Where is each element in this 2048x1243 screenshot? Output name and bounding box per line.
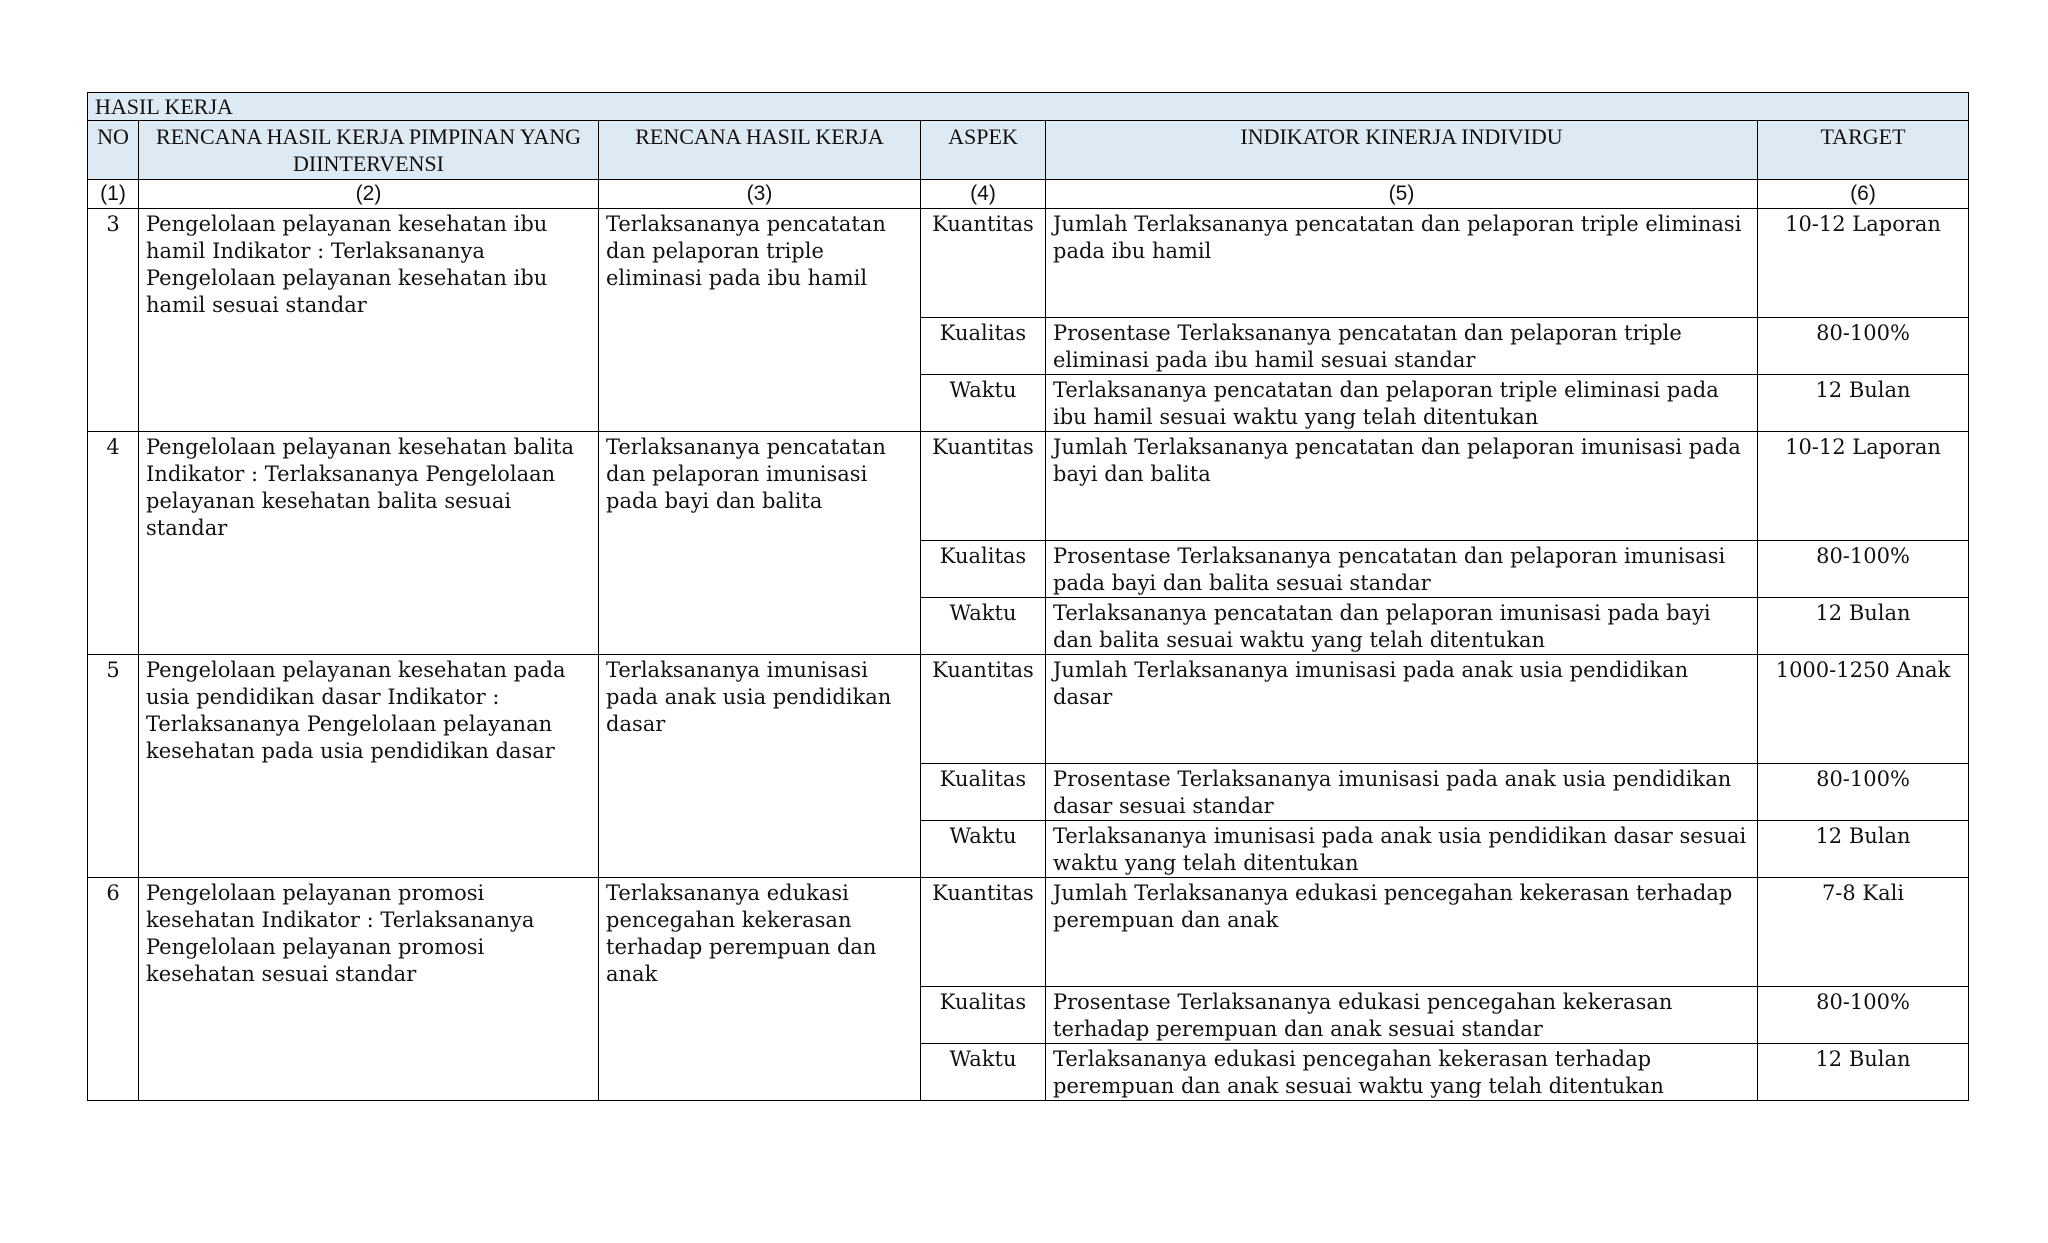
col-number: (5) (1046, 180, 1758, 209)
target-cell: 7-8 Kali (1758, 878, 1969, 987)
target-cell: 80-100% (1758, 764, 1969, 821)
indikator-cell: Prosentase Terlaksananya pencatatan dan pelaporan triple eliminasi pada ibu hamil sesuai standar (1046, 318, 1758, 375)
indikator-cell: Prosentase Terlaksananya edukasi pencegahan kekerasan terhadap perempuan dan anak sesuai standar (1046, 987, 1758, 1044)
target-cell: 80-100% (1758, 987, 1969, 1044)
table-row (88, 209, 1969, 318)
header-aspek: ASPEK (921, 121, 1046, 180)
header-indikator: INDIKATOR KINERJA INDIVIDU (1046, 121, 1758, 180)
pimpinan-cell: Pengelolaan pelayanan kesehatan pada usia pendidikan dasar Indikator : Terlaksananya Pengelolaan pelayanan kesehatan pada usia pendidikan dasar (139, 655, 599, 878)
aspek-cell: Waktu (921, 1044, 1046, 1101)
rencana-cell: Terlaksananya imunisasi pada anak usia pendidikan dasar (599, 655, 921, 878)
section-title: HASIL KERJA (88, 93, 1969, 121)
indikator-cell: Jumlah Terlaksananya pencatatan dan pelaporan imunisasi pada bayi dan balita (1046, 432, 1758, 541)
aspek-cell: Waktu (921, 375, 1046, 432)
target-cell: 10-12 Laporan (1758, 432, 1969, 541)
indikator-cell: Terlaksananya imunisasi pada anak usia pendidikan dasar sesuai waktu yang telah ditentukan (1046, 821, 1758, 878)
rencana-cell: Terlaksananya pencatatan dan pelaporan imunisasi pada bayi dan balita (599, 432, 921, 655)
col-number: (4) (921, 180, 1046, 209)
col-number: (1) (88, 180, 139, 209)
row-number: 4 (88, 432, 139, 655)
indikator-cell: Jumlah Terlaksananya edukasi pencegahan kekerasan terhadap perempuan dan anak (1046, 878, 1758, 987)
hasil-kerja-table (87, 92, 1969, 1101)
pimpinan-cell: Pengelolaan pelayanan promosi kesehatan Indikator : Terlaksananya Pengelolaan pelayanan promosi kesehatan sesuai standar (139, 878, 599, 1101)
indikator-cell: Terlaksananya edukasi pencegahan kekerasan terhadap perempuan dan anak sesuai waktu yang telah ditentukan (1046, 1044, 1758, 1101)
aspek-cell: Kualitas (921, 318, 1046, 375)
target-cell: 12 Bulan (1758, 598, 1969, 655)
indikator-cell: Prosentase Terlaksananya pencatatan dan pelaporan imunisasi pada bayi dan balita sesuai standar (1046, 541, 1758, 598)
target-cell: 12 Bulan (1758, 821, 1969, 878)
aspek-cell: Waktu (921, 821, 1046, 878)
aspek-cell: Kualitas (921, 764, 1046, 821)
header-no: NO (88, 121, 139, 180)
col-number: (3) (599, 180, 921, 209)
aspek-cell: Kualitas (921, 541, 1046, 598)
aspek-cell: Kuantitas (921, 878, 1046, 987)
col-number: (6) (1758, 180, 1969, 209)
section-title-row (88, 93, 1969, 121)
row-number: 3 (88, 209, 139, 432)
indikator-cell: Prosentase Terlaksananya imunisasi pada anak usia pendidikan dasar sesuai standar (1046, 764, 1758, 821)
table-row (88, 878, 1969, 987)
rencana-cell: Terlaksananya edukasi pencegahan kekerasan terhadap perempuan dan anak (599, 878, 921, 1101)
target-cell: 1000-1250 Anak (1758, 655, 1969, 764)
pimpinan-cell: Pengelolaan pelayanan kesehatan ibu hamil Indikator : Terlaksananya Pengelolaan pelayanan kesehatan ibu hamil sesuai standar (139, 209, 599, 432)
col-number: (2) (139, 180, 599, 209)
rencana-cell: Terlaksananya pencatatan dan pelaporan triple eliminasi pada ibu hamil (599, 209, 921, 432)
header-row (88, 121, 1969, 180)
document-page (87, 92, 1968, 1101)
indikator-cell: Terlaksananya pencatatan dan pelaporan imunisasi pada bayi dan balita sesuai waktu yang telah ditentukan (1046, 598, 1758, 655)
target-cell: 10-12 Laporan (1758, 209, 1969, 318)
indikator-cell: Jumlah Terlaksananya imunisasi pada anak usia pendidikan dasar (1046, 655, 1758, 764)
target-cell: 80-100% (1758, 318, 1969, 375)
aspek-cell: Kuantitas (921, 432, 1046, 541)
indikator-cell: Jumlah Terlaksananya pencatatan dan pelaporan triple eliminasi pada ibu hamil (1046, 209, 1758, 318)
target-cell: 80-100% (1758, 541, 1969, 598)
pimpinan-cell: Pengelolaan pelayanan kesehatan balita Indikator : Terlaksananya Pengelolaan pelayanan kesehatan balita sesuai standar (139, 432, 599, 655)
target-cell: 12 Bulan (1758, 375, 1969, 432)
row-number: 5 (88, 655, 139, 878)
aspek-cell: Kualitas (921, 987, 1046, 1044)
header-rencana: RENCANA HASIL KERJA (599, 121, 921, 180)
aspek-cell: Waktu (921, 598, 1046, 655)
aspek-cell: Kuantitas (921, 209, 1046, 318)
indikator-cell: Terlaksananya pencatatan dan pelaporan triple eliminasi pada ibu hamil sesuai waktu yang telah ditentukan (1046, 375, 1758, 432)
table-row (88, 655, 1969, 764)
target-cell: 12 Bulan (1758, 1044, 1969, 1101)
header-target: TARGET (1758, 121, 1969, 180)
aspek-cell: Kuantitas (921, 655, 1046, 764)
column-number-row (88, 180, 1969, 209)
header-pimpinan: RENCANA HASIL KERJA PIMPINAN YANG DIINTERVENSI (139, 121, 599, 180)
table-row (88, 432, 1969, 541)
row-number: 6 (88, 878, 139, 1101)
